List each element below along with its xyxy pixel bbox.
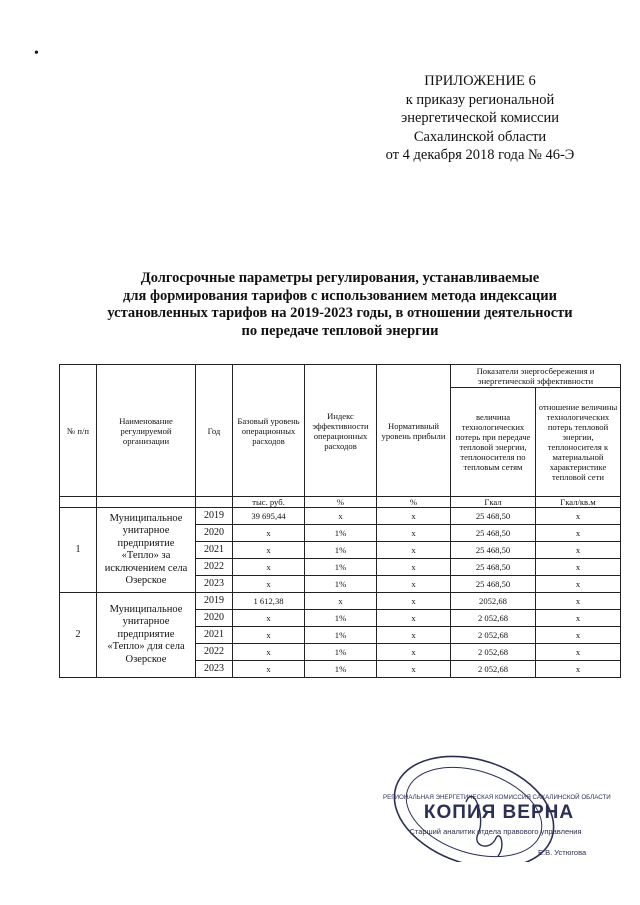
cell-ratio: x xyxy=(536,525,621,542)
unit-profit: % xyxy=(377,497,451,508)
title-line: Долгосрочные параметры регулирования, устанавливаемые xyxy=(140,270,540,286)
stamp-copy-true: КОПИЯ ВЕРНА xyxy=(423,802,575,823)
cell-losses: 2 052,68 xyxy=(451,627,536,644)
header-org: Наименование регулируемой организации xyxy=(97,365,196,497)
cell-base: x xyxy=(233,610,305,627)
cell-profit: x xyxy=(377,593,451,610)
header-ratio: отношение величины технологических потерь тепловой энергии, теплоносителя к материальной характеристике тепловой сети xyxy=(536,388,621,497)
cell-losses: 2 052,68 xyxy=(451,661,536,678)
org-name: Муниципальное унитарное предприятие «Тепло» для села Озерское xyxy=(97,593,196,678)
cell-year: 2022 xyxy=(196,644,233,661)
appendix-line: к приказу региональной xyxy=(405,91,555,108)
cell-losses: 25 468,50 xyxy=(451,508,536,525)
cell-ratio: x xyxy=(536,508,621,525)
cell-index: x xyxy=(305,593,377,610)
certification-stamp xyxy=(383,788,611,848)
cell-year: 2023 xyxy=(196,576,233,593)
cell-index: 1% xyxy=(305,644,377,661)
cell-ratio: x xyxy=(536,627,621,644)
cell-index: 1% xyxy=(305,661,377,678)
cell-year: 2020 xyxy=(196,610,233,627)
header-row xyxy=(60,365,621,388)
cell-year: 2022 xyxy=(196,559,233,576)
unit-cell xyxy=(60,497,97,508)
cell-profit: x xyxy=(377,576,451,593)
cell-year: 2021 xyxy=(196,627,233,644)
cell-ratio: x xyxy=(536,576,621,593)
cell-profit: x xyxy=(377,559,451,576)
cell-profit: x xyxy=(377,508,451,525)
appendix-line: Сахалинской области xyxy=(413,128,547,145)
header-losses: величина технологических потерь при передаче тепловой энергии, теплоносителя по тепловым сетям xyxy=(451,388,536,497)
cell-index: 1% xyxy=(305,525,377,542)
cell-profit: x xyxy=(377,525,451,542)
cell-base: 1 612,38 xyxy=(233,593,305,610)
header-profit: Нормативный уровень прибыли xyxy=(377,365,451,497)
cell-losses: 25 468,50 xyxy=(451,559,536,576)
cell-index: 1% xyxy=(305,627,377,644)
unit-base: тыс. руб. xyxy=(233,497,305,508)
unit-cell xyxy=(97,497,196,508)
document-title xyxy=(60,270,620,340)
cell-ratio: x xyxy=(536,610,621,627)
row-num: 2 xyxy=(60,593,97,678)
cell-year: 2019 xyxy=(196,593,233,610)
cell-base: x xyxy=(233,627,305,644)
header-index: Индекс эффективности операционных расходов xyxy=(305,365,377,497)
org-name: Муниципальное унитарное предприятие «Тепло» за исключением села Озерское xyxy=(97,508,196,593)
cell-base: x xyxy=(233,644,305,661)
appendix-header xyxy=(330,72,630,165)
cell-base: x xyxy=(233,576,305,593)
header-base: Базовый уровень операционных расходов xyxy=(233,365,305,497)
cell-year: 2020 xyxy=(196,525,233,542)
appendix-date: от 4 декабря 2018 года № 46-Э xyxy=(385,147,575,163)
unit-cell xyxy=(196,497,233,508)
cell-profit: x xyxy=(377,610,451,627)
cell-profit: x xyxy=(377,661,451,678)
cell-losses: 2 052,68 xyxy=(451,644,536,661)
appendix-line: энергетической комиссии xyxy=(400,110,560,126)
appendix-title: ПРИЛОЖЕНИЕ 6 xyxy=(424,73,536,89)
cell-losses: 25 468,50 xyxy=(451,576,536,593)
cell-year: 2023 xyxy=(196,661,233,678)
header-num: № п/п xyxy=(60,365,97,497)
stamp-org: РЕГИОНАЛЬНАЯ ЭНЕРГЕТИЧЕСКАЯ КОМИССИЯ САХАЛИНСКОЙ ОБЛАСТИ xyxy=(383,794,611,801)
unit-index: % xyxy=(305,497,377,508)
margin-mark: • xyxy=(34,46,39,61)
title-line: для формирования тарифов с использованием метода индексации xyxy=(123,287,557,304)
units-row xyxy=(60,497,621,508)
header-year: Год xyxy=(196,365,233,497)
cell-index: 1% xyxy=(305,559,377,576)
title-line: установленных тарифов на 2019-2023 годы, в отношении деятельности xyxy=(107,305,573,321)
cell-year: 2021 xyxy=(196,542,233,559)
header-group: Показатели энергосбережения и энергетической эффективности xyxy=(451,365,621,388)
cell-losses: 2052,68 xyxy=(451,593,536,610)
parameters-table xyxy=(59,364,621,678)
table-row xyxy=(60,508,621,525)
unit-losses: Гкал xyxy=(451,497,536,508)
cell-index: 1% xyxy=(305,610,377,627)
cell-profit: x xyxy=(377,644,451,661)
stamp-position: Старший аналитик отдела правового управления xyxy=(409,827,582,836)
cell-profit: x xyxy=(377,627,451,644)
row-num: 1 xyxy=(60,508,97,593)
cell-losses: 25 468,50 xyxy=(451,525,536,542)
cell-index: 1% xyxy=(305,576,377,593)
cell-ratio: x xyxy=(536,559,621,576)
cell-ratio: x xyxy=(536,542,621,559)
title-line: по передаче тепловой энергии xyxy=(241,322,439,339)
cell-year: 2019 xyxy=(196,508,233,525)
cell-base: x xyxy=(233,559,305,576)
table-row xyxy=(60,593,621,610)
cell-losses: 25 468,50 xyxy=(451,542,536,559)
cell-ratio: x xyxy=(536,593,621,610)
unit-ratio: Гкал/кв.м xyxy=(536,497,621,508)
stamp-signer-name: Е.В. Устюгова xyxy=(538,848,587,857)
cell-index: 1% xyxy=(305,542,377,559)
cell-index: x xyxy=(305,508,377,525)
cell-ratio: x xyxy=(536,661,621,678)
cell-base: x xyxy=(233,661,305,678)
cell-profit: x xyxy=(377,542,451,559)
cell-base: x xyxy=(233,542,305,559)
cell-base: 39 695,44 xyxy=(233,508,305,525)
cell-losses: 2 052,68 xyxy=(451,610,536,627)
cell-ratio: x xyxy=(536,644,621,661)
cell-base: x xyxy=(233,525,305,542)
